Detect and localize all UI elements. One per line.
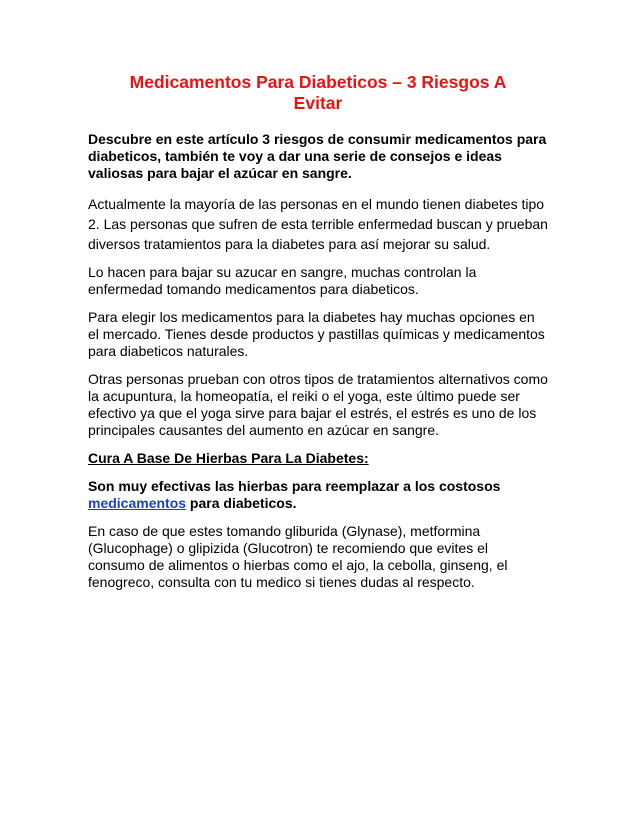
- paragraph-1: Actualmente la mayoría de las personas en el mundo tienen diabetes tipo 2. Las personas que sufren de esta terrible enfermedad buscan y prueban diversos tratamientos para la diabetes para así mejorar su salud.: [88, 196, 548, 252]
- closing-paragraph: En caso de que estes tomando gliburida (Glynase), metformina (Glucophage) o glipizida (Glucotron) te recomiendo que evites el consumo de alimentos o hierbas como el ajo, la cebolla, ginseng, el fenogreco, consulta con tu medico si tienes dudas al respecto.: [88, 523, 508, 590]
- paragraph-3: Para elegir los medicamentos para la diabetes hay muchas opciones en el mercado. Tienes desde productos y pastillas químicas y medicamentos para diabeticos naturales.: [88, 309, 545, 359]
- page-title: Medicamentos Para Diabeticos – 3 Riesgos A Evitar: [129, 72, 507, 113]
- section-subhead: [88, 478, 548, 512]
- paragraph-2: Lo hacen para bajar su azucar en sangre, muchas controlan la enfermedad tomando medicamentos para diabeticos.: [88, 264, 477, 297]
- intro-paragraph: Descubre en este artículo 3 riesgos de consumir medicamentos para diabeticos, también te voy a dar una serie de consejos e ideas valiosas para bajar el azúcar en sangre.: [88, 131, 547, 181]
- subhead-text-after: para diabeticos.: [186, 495, 297, 511]
- section-heading: Cura A Base De Hierbas Para La Diabetes:: [88, 450, 369, 466]
- subhead-text-before: Son muy efectivas las hierbas para reemplazar a los costosos: [88, 478, 501, 494]
- paragraph-4: Otras personas prueban con otros tipos de tratamientos alternativos como la acupuntura, la homeopatía, el reiki o el yoga, este último puede ser efectivo ya que el yoga sirve para bajar el estrés, el estrés es uno de los principales causantes del aumento en azúcar en sangre.: [88, 371, 548, 438]
- medicamentos-link[interactable]: medicamentos: [88, 495, 187, 511]
